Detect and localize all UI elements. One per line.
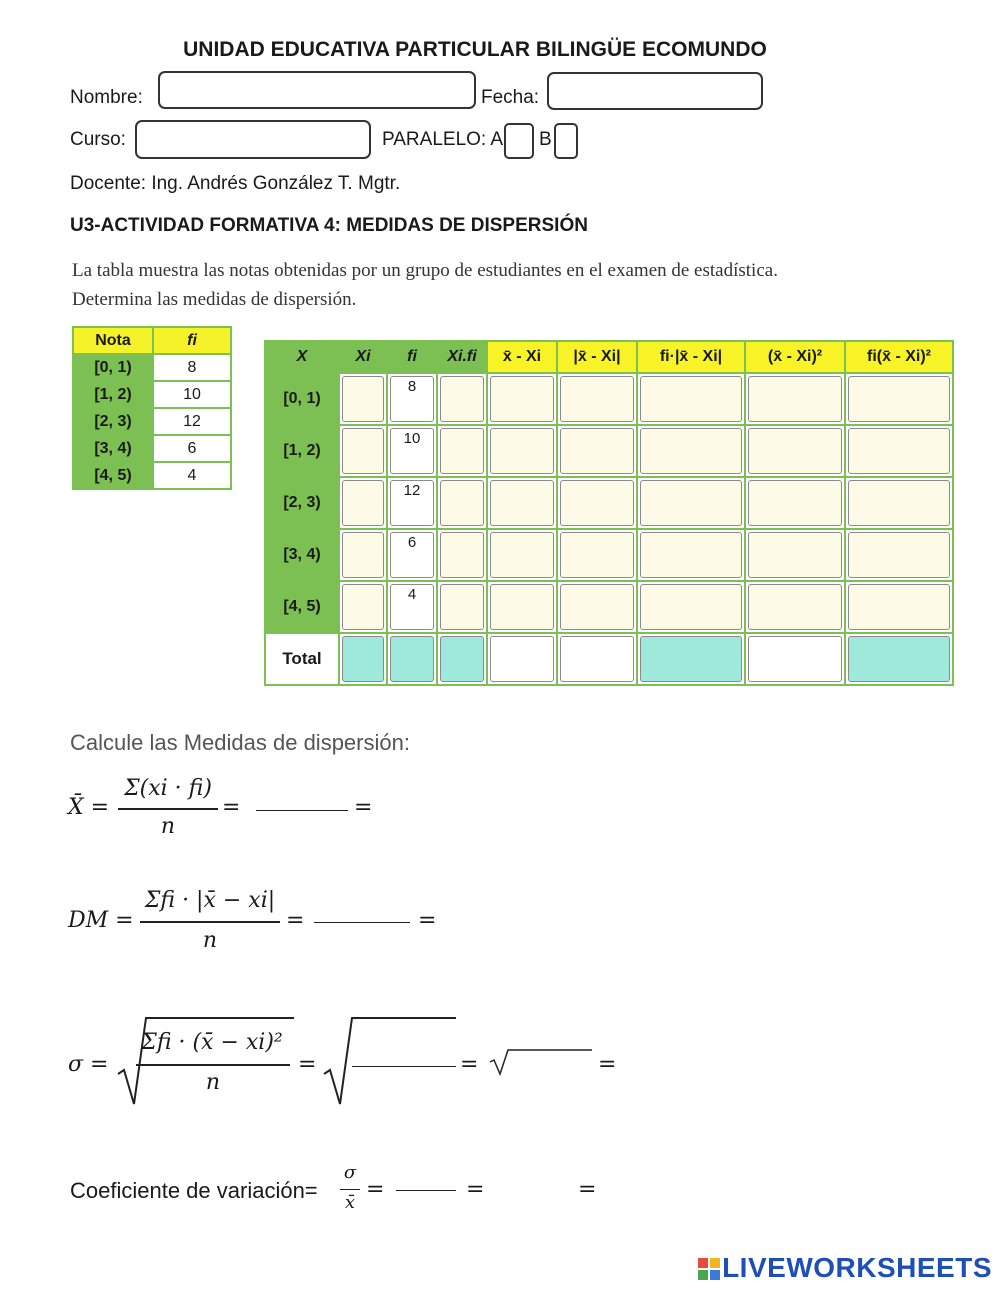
fi-squared-deviation-input[interactable] [848, 584, 950, 630]
ref-header-fi: fi [153, 327, 231, 354]
dm-denominator: n [202, 928, 218, 953]
mean-equals: = [222, 795, 241, 820]
cv-equals: = [366, 1177, 385, 1202]
fi-cell [390, 376, 434, 422]
abs-deviation-input[interactable] [560, 428, 634, 474]
deviation-input[interactable] [490, 532, 554, 578]
fi-cell [390, 480, 434, 526]
squared-deviation-input[interactable] [748, 480, 842, 526]
xi-fi-input[interactable] [440, 532, 484, 578]
ref-frequency: 8 [153, 354, 231, 381]
school-title: UNIDAD EDUCATIVA PARTICULAR BILINGÜE ECOMUNDO [183, 38, 767, 61]
sigma-answer-bar[interactable] [352, 1066, 456, 1067]
fi-abs-deviation-input[interactable] [640, 376, 742, 422]
table-row [265, 581, 953, 633]
table-row [73, 462, 231, 489]
mean-lhs: X̄ = [68, 795, 110, 820]
header-xi: Xi [339, 341, 387, 373]
reference-table [72, 326, 232, 490]
header-fi-squared-deviation: fi(x̄ - Xi)² [845, 341, 953, 373]
fecha-input[interactable] [547, 72, 763, 110]
table-row [73, 435, 231, 462]
dm-equals: = [286, 908, 305, 933]
total-xi-input[interactable] [342, 636, 384, 682]
sigma-lhs: σ = [68, 1052, 109, 1077]
header-mean-minus-xi: x̄ - Xi [487, 341, 557, 373]
xi-fi-input[interactable] [440, 428, 484, 474]
paralelo-b-label: B [539, 129, 552, 150]
liveworksheets-watermark: LIVEWORKSHEETS [722, 1252, 992, 1283]
abs-deviation-input[interactable] [560, 532, 634, 578]
paralelo-b-input[interactable] [554, 123, 578, 159]
fi-value: 4 [407, 586, 417, 603]
deviation-input[interactable] [490, 584, 554, 630]
sigma-numerator: Σfi · (x̄ − xi)² [141, 1030, 283, 1055]
nombre-input[interactable] [158, 71, 476, 109]
mean-answer-bar[interactable] [256, 810, 348, 811]
squared-deviation-input[interactable] [748, 584, 842, 630]
xi-fi-input[interactable] [440, 584, 484, 630]
xi-input[interactable] [342, 584, 384, 630]
dm-fraction-bar [140, 921, 280, 923]
xi-fi-input[interactable] [440, 376, 484, 422]
ref-nota: [0, 1) [73, 354, 153, 381]
total-fi-input[interactable] [390, 636, 434, 682]
total-fi-squared-deviation-input[interactable] [848, 636, 950, 682]
fi-abs-deviation-input[interactable] [640, 584, 742, 630]
ref-nota: [3, 4) [73, 435, 153, 462]
fi-value: 10 [403, 430, 421, 447]
ref-nota: [4, 5) [73, 462, 153, 489]
nombre-label: Nombre: [70, 87, 143, 108]
cv-numerator: σ [343, 1162, 357, 1183]
total-label: Total [265, 633, 339, 685]
header-fi-abs-deviation: fi·|x̄ - Xi| [637, 341, 745, 373]
table-row [73, 381, 231, 408]
curso-label: Curso: [70, 129, 126, 150]
fi-abs-deviation-input[interactable] [640, 480, 742, 526]
sigma-denominator: n [205, 1070, 221, 1095]
fi-cell [390, 532, 434, 578]
squared-deviation-input[interactable] [748, 428, 842, 474]
fi-abs-deviation-input[interactable] [640, 532, 742, 578]
ref-nota: [2, 3) [73, 408, 153, 435]
table-row [265, 425, 953, 477]
ref-header-nota: Nota [73, 327, 153, 354]
xi-input[interactable] [342, 428, 384, 474]
xi-input[interactable] [342, 480, 384, 526]
xi-input[interactable] [342, 376, 384, 422]
sigma-equals-3: = [598, 1052, 617, 1077]
fi-value: 6 [407, 534, 417, 551]
fi-squared-deviation-input[interactable] [848, 376, 950, 422]
abs-deviation-input[interactable] [560, 584, 634, 630]
fi-abs-deviation-input[interactable] [640, 428, 742, 474]
abs-deviation-input[interactable] [560, 480, 634, 526]
total-abs-deviation-blank [560, 636, 634, 682]
dm-answer-bar[interactable] [314, 922, 410, 923]
paralelo-a-input[interactable] [504, 123, 534, 159]
ref-nota: [1, 2) [73, 381, 153, 408]
mean-numerator: Σ(xi · fi) [124, 776, 212, 801]
row-label: [0, 1) [265, 373, 339, 425]
calc-heading: Calcule las Medidas de dispersión: [70, 730, 410, 755]
total-fi-abs-deviation-input[interactable] [640, 636, 742, 682]
total-squared-deviation-blank [748, 636, 842, 682]
mean-fraction-bar [118, 808, 218, 810]
table-row [265, 373, 953, 425]
dm-lhs: DM = [68, 908, 134, 933]
activity-title: U3-ACTIVIDAD FORMATIVA 4: MEDIDAS DE DISPERSIÓN [70, 215, 588, 236]
squared-deviation-input[interactable] [748, 532, 842, 578]
row-label: [1, 2) [265, 425, 339, 477]
dm-numerator: Σfi · |x̄ − xi| [144, 888, 276, 913]
ref-frequency: 12 [153, 408, 231, 435]
cv-answer-bar[interactable] [396, 1190, 456, 1191]
cv-fraction-bar [340, 1189, 360, 1190]
sigma-root-sign-2 [322, 1012, 458, 1108]
sigma-equals-2: = [460, 1052, 479, 1077]
fi-cell [390, 428, 434, 474]
header-squared-deviation: (x̄ - Xi)² [745, 341, 845, 373]
ref-frequency: 4 [153, 462, 231, 489]
table-row [73, 354, 231, 381]
row-label: [3, 4) [265, 529, 339, 581]
header-abs-deviation: |x̄ - Xi| [557, 341, 637, 373]
cv-denominator: x̄ [344, 1192, 356, 1213]
fecha-label: Fecha: [481, 87, 540, 108]
fi-value: 12 [403, 482, 421, 499]
intro-text: La tabla muestra las notas obtenidas por un grupo de estudiantes en el examen de estadística. Determina las medidas de dispersión. [72, 260, 778, 310]
ref-frequency: 6 [153, 435, 231, 462]
cv-equals-3: = [578, 1177, 597, 1202]
docente-line: Docente: Ing. Andrés González T. Mgtr. [70, 173, 401, 194]
liveworksheets-logo-icon [698, 1258, 720, 1280]
xi-fi-input[interactable] [440, 480, 484, 526]
cv-equals-2: = [466, 1177, 485, 1202]
total-deviation-blank [490, 636, 554, 682]
table-row [265, 477, 953, 529]
fi-squared-deviation-input[interactable] [848, 480, 950, 526]
total-xi-fi-input[interactable] [440, 636, 484, 682]
mean-equals-2: = [354, 795, 373, 820]
deviation-input[interactable] [490, 480, 554, 526]
header-fi: fi [387, 341, 437, 373]
table-row [73, 408, 231, 435]
row-label: [2, 3) [265, 477, 339, 529]
curso-input[interactable] [135, 120, 371, 159]
fi-cell [390, 584, 434, 630]
squared-deviation-input[interactable] [748, 376, 842, 422]
row-label: [4, 5) [265, 581, 339, 633]
xi-input[interactable] [342, 532, 384, 578]
header-x: X [265, 341, 339, 373]
sigma-equals: = [298, 1052, 317, 1077]
fi-squared-deviation-input[interactable] [848, 532, 950, 578]
abs-deviation-input[interactable] [560, 376, 634, 422]
deviation-input[interactable] [490, 376, 554, 422]
header-xi-fi: Xi.fi [437, 341, 487, 373]
dm-equals-2: = [418, 908, 437, 933]
calculation-table [264, 340, 954, 686]
table-row-total [265, 633, 953, 685]
fi-squared-deviation-input[interactable] [848, 428, 950, 474]
sigma-root-sign-3 [488, 1044, 594, 1076]
cv-label: Coeficiente de variación= [70, 1178, 318, 1203]
deviation-input[interactable] [490, 428, 554, 474]
fi-value: 8 [407, 378, 417, 395]
mean-denominator: n [160, 814, 176, 839]
ref-frequency: 10 [153, 381, 231, 408]
table-row [265, 529, 953, 581]
paralelo-label: PARALELO: A [382, 129, 504, 150]
sigma-fraction-bar [136, 1064, 290, 1066]
